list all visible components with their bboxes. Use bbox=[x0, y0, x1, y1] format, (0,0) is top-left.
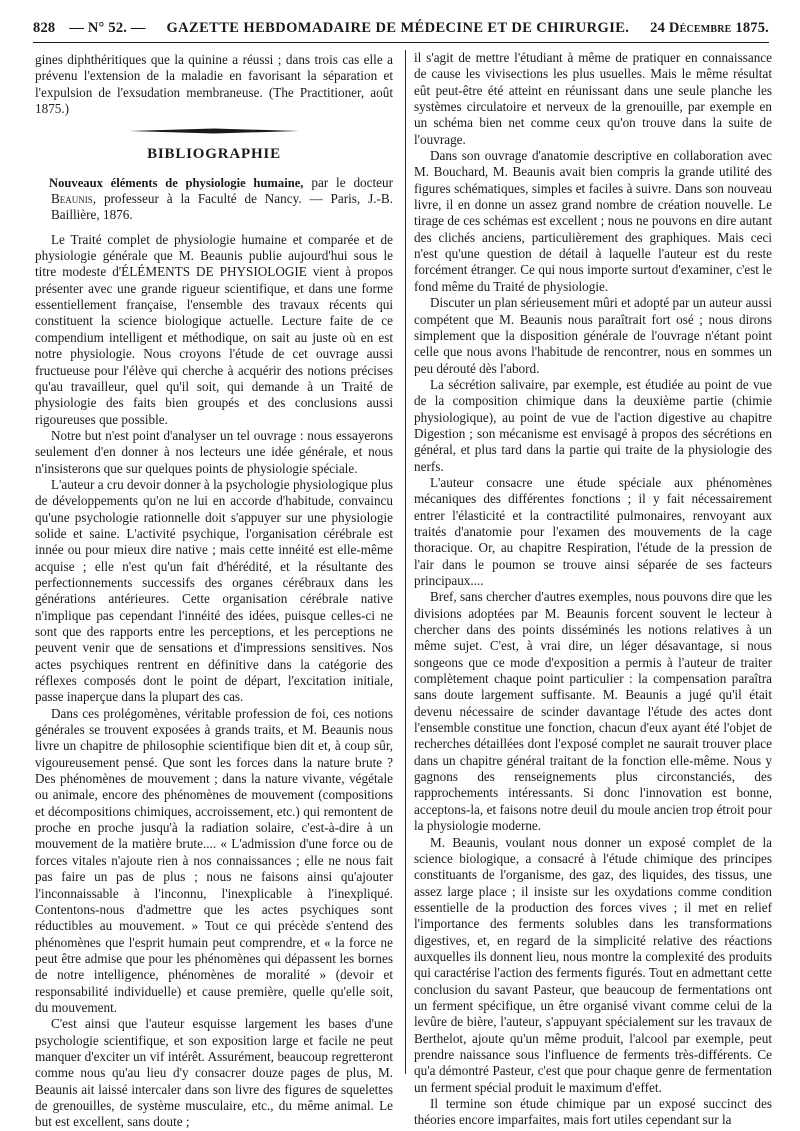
ornamental-rule bbox=[129, 128, 299, 134]
bibliography-entry bbox=[35, 175, 393, 224]
right-paragraph-0: il s'agit de mettre l'étudiant à même de pratiquer en connaissance de cause les vivisections les plus usuelles. Mais le même résultat eût peut-être été atteint en réunissant dans une seule planche les systèmes circulatoire et nerveux de la grenouille, par exemple en un schéma bien net comme ceux qu'on trouve dans la suite de l'ouvrage. bbox=[414, 50, 772, 147]
book-author-prefix: par le docteur bbox=[303, 174, 393, 190]
right-paragraph-6: M. Beaunis, voulant nous donner un exposé complet de la science biologique, a consacré à l'étude chimique des principes constituants de l'organisme, des gaz, des liquides, des tissus, une assez large place ; il insiste sur les oxydations comme condition essentielle de la production des forces vives ; il met en relief l'importance des ferments solubles dans les transformations digestives, et, en regard de la simplicité relative des réactions auxquelles ils donnent lieu, nous montre la complexité des produits qui caractérise l'action des ferments figurés. Tout en admettant cette conclusion du savant Pasteur, que beaucoup de fermentations ont un ferment spécifique, un être organisé vivant comme celui de la levûre de bière, l'auteur, s'appuyant spécialement sur les travaux de Berthelot, ajoute qu'un même produit, l'alcool par exemple, peut prendre naissance sous l'influence de ferments très-différents. Ce qu'a démontré Pasteur, c'est que pour chaque genre de fermentation un ferment spécial produit le maximum d'effet. bbox=[414, 834, 772, 1095]
intro-paragraph: gines diphthéritiques que la quinine a réussi ; dans trois cas elle a prévenu l'extension de la maladie en favorisant la séparation et l'expulsion de l'exsudation membraneuse. (The Practitioner, août 1875.) bbox=[35, 52, 393, 117]
right-paragraph-4: L'auteur consacre une étude spéciale aux phénomènes mécaniques des différentes fonctions ; il y fait nécessairement entrer l'élasticité et la contractilité pulmonaires, renvoyant aux traités d'anatomie pour l'examen des mouvements de la cage thoracique. Or, au chapitre Respiration, l'étude de la pression de l'air dans le poumon se trouve ainsi séparée de ses facteurs principaux.... bbox=[414, 474, 772, 588]
right-paragraph-2: Discuter un plan sérieusement mûri et adopté par un auteur aussi compétent que M. Beaunis nous paraîtrait fort osé ; nous dirons simplement que la disposition générale de l'ouvrage n'étant point celle que nous avons l'habitude de rencontrer, nous en sommes un peu dérouté dès l'abord. bbox=[414, 295, 772, 376]
article-columns bbox=[33, 50, 772, 1130]
right-paragraph-1: Dans son ouvrage d'anatomie descriptive en collaboration avec M. Bouchard, M. Beaunis avait bien compris la grande utilité des figures schématiques, simples et faciles à suivre. Dans son nouveau livre, il en donne un assez grand nombre de création nouvelle. Le tirage de ces schémas est excellent ; nous ne pouvons en dire autant des clichés anciens, particulièrement des graphiques. Mais ceci n'est qu'une question de détail à laquelle l'auteur est du reste forcément étranger. Ce qui nous importe surtout d'examiner, c'est le fond même du Traité de physiologie. bbox=[414, 148, 772, 294]
date-year: 1875. bbox=[735, 19, 769, 36]
book-title: Nouveaux éléments de physiologie humaine, bbox=[49, 175, 304, 190]
header-left bbox=[33, 20, 146, 37]
right-paragraph-3: La sécrétion salivaire, par exemple, est étudiée au point de vue de la composition chimique dans la deuxième partie (chimie physiologique), au point de vue de l'action digestive au chapitre Digestion ; son mécanisme est envisagé à propos des sécrétions en général, et plus tard dans la partie qui traite de la physiologie des nerfs. bbox=[414, 376, 772, 474]
right-paragraph-5: Bref, sans chercher d'autres exemples, nous pouvons dire que les divisions adoptées par M. Beaunis forcent souvent le lecteur à chercher dans des points disséminés les notions relatives à un même sujet. C'est, à vrai dire, un léger désavantage, si nous songeons que ce mode d'exposition a permis à l'auteur de traiter complètement chaque point particulier : la compensation paraîtra sans doute largement suffisante. M. Beaunis a jugé qu'il était devenu nécessaire de scinder davantage l'étude des actes dont l'ensemble constitue une fonction, chacun d'eux ayant été l'objet de recherches détaillées dont l'exposé complet ne saurait trouver place dans un chapitre général traitant de la fonction elle-même. Nous y gagnons des renseignements plus circonstanciés, des rapprochements intéressants. Si donc l'innovation est bonne, acceptons-la, et faisons notre deuil du moule ancien trop étroit pour la physiologie moderne. bbox=[414, 589, 772, 834]
issue-number: — N° 52. — bbox=[69, 19, 146, 36]
left-column bbox=[35, 50, 393, 1131]
left-paragraph-3: L'auteur a cru devoir donner à la psychologie physiologique plus de développements qu'on ne lui en accorde d'habitude, convaincu qu'une psychologie rationnelle doit s'appuyer sur une physiologie solide et saine. L'activité psychique, l'organisation cérébrale est innée ou pour mieux dire native ; mais cette innéité est elle-même acquise ; elle n'est qu'un fait d'hérédité, et la résultante des perfectionnements successifs des organes cérébraux dans les générations antérieures. Cette organisation cérébrale native n'implique pas cependant l'innéité des idées, puisque celles-ci ne sont que des rapports entre les perceptions, et les perceptions ne peuvent venir que de sensations et d'impressions sensitives. Nos actes psychiques rentrent en définitive dans la catégorie des réflexes composés dont le point de départ, l'excitation initiale, passe inaperçue dans la plupart des cas. bbox=[35, 476, 393, 705]
right-column bbox=[414, 50, 772, 1129]
left-paragraph-5: C'est ainsi que l'auteur esquisse largement les bases d'une psychologie scientifique, et son exposition large et facile ne peut manquer d'exciter un vif intérêt. Assurément, beaucoup regretteront comme nous qu'au lieu d'y consacrer douze pages de plus, M. Beaunis ait laissé intercaler dans son livre des figures de squelettes de grenouilles, de système musculaire, etc., du même animal. Le but est excellent, sans doute ; bbox=[35, 1016, 393, 1130]
page-number: 828 bbox=[33, 19, 56, 36]
left-paragraph-1: Le Traité complet de physiologie humaine et comparée et de physiologie générale que M. Beaunis publie aujourd'hui sous le titre modeste d'ÉLÉMENTS DE PHYSIOLOGIE vient à propos présenter avec une grande rigueur scientifique, et dans une forme essentiellement française, l'ensemble des travaux récents qui constituent la science biologique actuelle. Lecture faite de ce compendium intelligent et méthodique, on sait au juste où en est notre physiologie. Nous croyons l'étude de cet ouvrage aussi fructueuse pour l'élève qui cherche à acquérir des notions précises qu'au travailleur, quel qu'il soit, qui demande à un Traité de physiologie des faits bien groupés et des conclusions aussi rigoureuses que possible. bbox=[35, 231, 393, 427]
column-divider bbox=[405, 50, 406, 1074]
page-header bbox=[33, 14, 769, 43]
section-title: BIBLIOGRAPHIE bbox=[147, 146, 281, 163]
right-paragraph-7: Il termine son étude chimique par un exposé succinct des théories encore imparfaites, mais fort utiles cependant sur la bbox=[414, 1096, 772, 1128]
newspaper-page bbox=[33, 14, 772, 1130]
issue-date bbox=[650, 20, 769, 37]
date-day: 24 bbox=[650, 19, 666, 36]
date-month: Décembre bbox=[668, 19, 732, 36]
journal-title: GAZETTE HEBDOMADAIRE DE MÉDECINE ET DE CHIRURGIE. bbox=[166, 19, 630, 36]
left-paragraph-4: Dans ces prolégomènes, véritable profession de foi, ces notions générales se trouvent exposées à grands traits, et M. Beaunis nous livre un chapitre de philosophie scientifique bien dit et, à coup sûr, vigoureusement pensé. Que sont les forces dans la nature brute ? Des phénomènes de mouvement ; dans la nature vivante, végétale ou animale, encore des phénomènes de mouvement (compositions et décompositions chimiques, accroissement, etc.) qui remontent de proche en proche jusqu'à la radiation solaire, c'est-à-dire à un mouvement de la matière brute.... « L'admission d'une force ou de forces vitales n'ajoute rien à nos connaissances ; elle ne nous fait pas faire un pas de plus ; nous ne faisons ainsi qu'ajouter l'inconnaissable à l'inconnu, l'inexplicable à l'inexpliqué. Contentons-nous d'admettre que les actes psychiques sont réductibles au mouvement. » Tout ce qui précède s'entend des phénomènes que l'esprit humain peut comprendre, et « la force ne peut être admise que pour les phénomènes qui dépassent les bornes de notre intelligence, phénomènes de moralité » (devoir et responsabilité individuelle) et cause première, quelle qu'elle soit, du mouvement. bbox=[35, 705, 393, 1015]
left-paragraph-2: Notre but n'est point d'analyser un tel ouvrage : nous essayerons seulement d'en donner à nos lecteurs une idée générale, et nous n'insisterons que sur quelques points de physiologie spéciale. bbox=[35, 427, 393, 476]
book-publisher: , professeur à la Faculté de Nancy. — Paris, J.-B. Baillière, 1876. bbox=[51, 191, 393, 223]
book-author: Beaunis bbox=[51, 191, 93, 207]
